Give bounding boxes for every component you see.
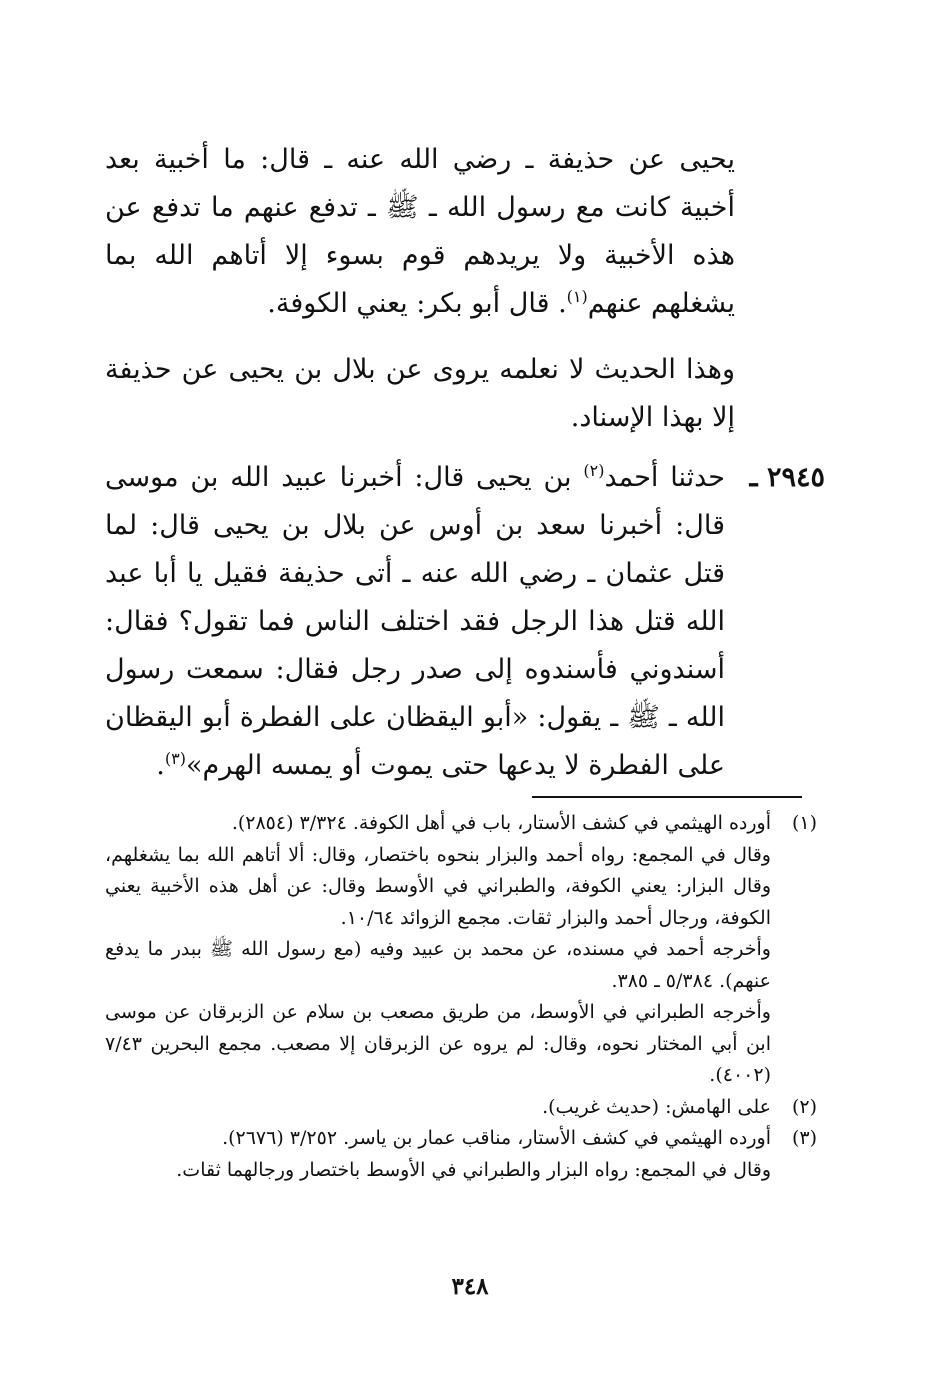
main-text: [105, 136, 825, 790]
footnote-2: [105, 1092, 817, 1124]
footnote-1-para: وأخرجه الطبراني في الأوسط، من طريق مصعب بن سلام عن الزبرقان عن موسى ابن أبي المختار نحوه، وقال: لم يروه عن الزبرقان إلا مصعب. مجمع البحرين ٧/٤٣ (٤٠٠٢).: [105, 1001, 771, 1086]
footnote-1: [105, 808, 817, 1092]
footnote-2-mark: (٢): [791, 1095, 817, 1118]
footnote-3-para: وقال في المجمع: رواه البزار والطبراني في الأوسط باختصار ورجالهما ثقات.: [176, 1158, 771, 1181]
footnote-3: [105, 1123, 817, 1186]
footnote-ref-1: (١): [566, 287, 588, 306]
page-number: ٣٤٨: [451, 1273, 489, 1300]
footnote-1-mark: (١): [791, 812, 817, 834]
hadith-text: [105, 454, 725, 790]
footnote-1-para: وقال في المجمع: رواه أحمد والبزار بنحوه باختصار، وقال: ألا أتاهم الله بما يشغلهم، وقال البزار: يعني الكوفة، والطبراني في الأوسط وقال: عن أهل هذه الأخبية يعني الكوفة، ورجال أحمد والبزار ثقات. مجمع الزوائد ١٠/٦٤.: [105, 843, 771, 929]
footnote-1-para: أورده الهيثمي في كشف الأستار، باب في أهل الكوفة. ٣/٣٢٤ (٢٨٥٤).: [231, 812, 771, 834]
footnote-1-para: وأخرجه أحمد في مسنده، عن محمد بن عبيد وفيه (مع رسول الله ﷺ ببدر ما يدفع عنهم). ٥/٣٨٤ ـ ٣٨٥.: [105, 938, 771, 992]
hadith-text-c: .: [156, 750, 165, 781]
footnote-3-mark: (٣): [791, 1127, 817, 1149]
footnotes: [105, 808, 817, 1186]
paragraph-1-text: يحيى عن حذيفة ـ رضي الله عنه ـ قال: ما أخبية بعد أخبية كانت مع رسول الله ـ ﷺ ـ تدفع عنهم ما تدفع عن هذه الأخبية ولا يريدهم قوم بسوء إلا أتاهم الله بما يشغلهم عنهم: [105, 144, 735, 319]
paragraph-1-text-end: . قال أبو بكر: يعني الكوفة.: [267, 288, 567, 319]
hadith-text-a: حدثنا أحمد: [604, 462, 725, 493]
footnote-2-para: على الهامش: (حديث غريب).: [542, 1095, 771, 1118]
hadith-number: ٢٩٤٥ ـ: [749, 462, 825, 493]
footnote-ref-2: (٢): [583, 461, 605, 480]
hadith-2945: [105, 454, 825, 790]
paragraph-1: [105, 136, 825, 328]
footnote-3-para: أورده الهيثمي في كشف الأستار، مناقب عمار بن ياسر. ٣/٢٥٢ (٢٦٧٦).: [222, 1127, 771, 1149]
paragraph-2: وهذا الحديث لا نعلمه يروى عن بلال بن يحيى عن حذيفة إلا بهذا الإسناد.: [105, 354, 735, 433]
hadith-text-b: بن يحيى قال: أخبرنا عبيد الله بن موسى قال: أخبرنا سعد بن أوس عن بلال بن يحيى قال: لما قتل عثمان ـ رضي الله عنه ـ أتى حذيفة فقيل يا أبا عبد الله قتل هذا الرجل فقد اختلف الناس فما تقول؟ فقال: أسندوني فأسندوه إلى صدر رجل فقال: سمعت رسول الله ـ ﷺ ـ يقول: «أبو اليقظان على الفطرة أبو اليقظان على الفطرة لا يدعها حتى يموت أو يمسه الهرم»: [105, 462, 725, 781]
footnote-separator: [532, 796, 802, 798]
footnote-ref-3: (٣): [164, 749, 186, 768]
